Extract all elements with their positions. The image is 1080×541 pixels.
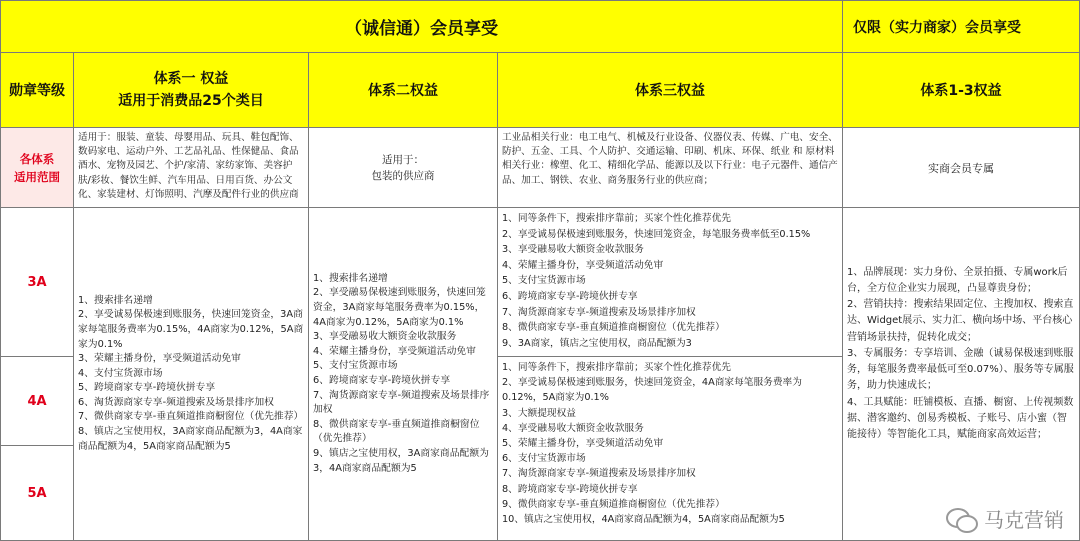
header-shili-text: 仅限（实力商家）会员享受 bbox=[853, 19, 1021, 36]
scope-label bbox=[0, 127, 74, 208]
watermark bbox=[946, 504, 1064, 533]
list-item: 6、支付宝货源市场 bbox=[502, 453, 586, 465]
col-sys3-text: 体系三权益 bbox=[635, 83, 705, 99]
level-3a-text: 3A bbox=[27, 274, 47, 290]
scope-sys3-text: 工业品相关行业：电工电气、机械及行业设备、仪器仪表、传媒、广电、安全、防护、五金、工具、个人防护、交通运输、印刷、机床、环保、纸业 和 原材料相关行业：橡塑、化工、精细化学品、能源以及以下行业：电子元器件、通信产品、加工、钢铁、农业、商务服务行业的供应商； bbox=[502, 132, 838, 186]
header-chengxintong bbox=[0, 0, 843, 53]
sys3-3a-benefit-list bbox=[502, 211, 838, 351]
scope-shili-text: 实商会员专属 bbox=[928, 161, 994, 175]
list-item: 7、淘货源商家专享-频道搜索及场景排序加权 bbox=[313, 389, 490, 416]
list-item: 9、3A商家，镇店之宝使用权，商品配额为3 bbox=[502, 337, 692, 349]
level-4a bbox=[0, 356, 74, 446]
scope-label-line2: 适用范围 bbox=[14, 169, 60, 184]
list-item: 3、专属服务：专享培训、金融（诚易保极速到账服务，每笔服务费率最低可至0.07%）、服务等专属服务，助力快速成长； bbox=[847, 347, 1074, 392]
list-item: 8、微供商家专享-垂直频道推商橱窗位（优先推荐） bbox=[313, 418, 480, 445]
list-item: 9、微供商家专享-垂直频道推商橱窗位（优先推荐） bbox=[502, 498, 725, 510]
sys2-benefit-list bbox=[313, 272, 493, 476]
col-sys123 bbox=[842, 52, 1080, 128]
list-item: 3、大额提现权益 bbox=[502, 407, 576, 419]
scope-sys2 bbox=[308, 127, 498, 208]
header-shili bbox=[842, 0, 1080, 53]
list-item: 4、荣耀主播身份，享受频道活动免审 bbox=[313, 345, 476, 357]
scope-sys2-line2: 包装的供应商 bbox=[371, 169, 435, 182]
list-item: 5、支付宝货源市场 bbox=[502, 275, 586, 287]
list-item: 9、镇店之宝使用权，3A商家商品配额为3，4A商家商品配额为5 bbox=[313, 447, 489, 474]
col-sys1 bbox=[73, 52, 309, 128]
col-sys2-text: 体系二权益 bbox=[368, 83, 438, 99]
list-item: 7、微供商家专享-垂直频道推商橱窗位（优先推荐） bbox=[78, 411, 304, 423]
list-item: 8、跨境商家专享-跨境伙拼专享 bbox=[502, 483, 638, 495]
col-level-text: 勋章等级 bbox=[9, 83, 65, 99]
list-item: 7、淘货源商家专享-频道搜索及场景排序加权 bbox=[502, 306, 696, 318]
list-item: 5、支付宝货源市场 bbox=[313, 360, 398, 372]
scope-sys1 bbox=[73, 127, 309, 208]
col-level bbox=[0, 52, 74, 128]
list-item: 8、微供商家专享-垂直频道推商橱窗位（优先推荐） bbox=[502, 322, 725, 334]
header-chengxintong-text: （诚信通）会员享受 bbox=[345, 19, 498, 39]
list-item: 2、营销扶持：搜索结果固定位、主搜加权、搜索直达、Widget展示、实力汇、横向场中场、平台核心营销场景扶持，促转化成交； bbox=[847, 299, 1074, 343]
list-item: 6、跨境商家专享-跨境伙拼专享 bbox=[313, 375, 451, 386]
sys3-45a-benefits bbox=[497, 356, 843, 541]
list-item: 10、镇店之宝使用权，4A商家商品配额为4，5A商家商品配额为5 bbox=[502, 514, 785, 526]
list-item: 6、淘货源商家专享-频道搜索及场景排序加权 bbox=[78, 396, 274, 408]
list-item: 8、镇店之宝使用权，3A商家商品配额为3，4A商家商品配额为4，5A商家商品配额为5 bbox=[78, 426, 303, 452]
list-item: 1、同等条件下，搜索排序靠前；买家个性化推荐优先 bbox=[502, 213, 731, 224]
list-item: 5、荣耀主播身份，享受频道活动免审 bbox=[502, 438, 664, 450]
level-5a-text: 5A bbox=[27, 485, 47, 501]
scope-shili bbox=[842, 127, 1080, 208]
list-item: 7、淘货源商家专享-频道搜索及场景排序加权 bbox=[502, 468, 696, 480]
level-5a bbox=[0, 445, 74, 541]
shili-benefits bbox=[842, 207, 1080, 541]
col-sys1-line2: 适用于消费品25个类目 bbox=[118, 93, 264, 109]
sys3-3a-benefits bbox=[497, 207, 843, 357]
level-4a-text: 4A bbox=[27, 393, 47, 409]
list-item: 2、享受融易保极速到账服务，快速回笼资金，3A商家每笔服务费率为0.15%，4A商家为0.12%，5A商家为0.1% bbox=[313, 287, 486, 328]
sys2-benefits bbox=[308, 207, 498, 541]
list-item: 1、品牌展现：实力身份、全景拍摄、专属work后台，全方位企业实力展现，凸显尊贵身份； bbox=[847, 266, 1068, 295]
list-item: 2、享受诚易保极速到账服务，快速回笼资金，4A商家每笔服务费率为0.12%，5A商家为0.1% bbox=[502, 377, 802, 404]
list-item: 3、享受融易收大额资金收款服务 bbox=[313, 331, 457, 343]
list-item: 4、荣耀主播身份，享受频道活动免审 bbox=[502, 259, 664, 271]
list-item: 4、享受融易收大额资金收款服务 bbox=[502, 422, 644, 434]
level-3a bbox=[0, 207, 74, 357]
watermark-text: 马克营销 bbox=[984, 508, 1064, 532]
list-item: 2、享受诚易保极速到账服务，快速回笼资金，每笔服务费率低至0.15% bbox=[502, 228, 811, 240]
sys3-45a-benefit-list bbox=[502, 360, 838, 527]
list-item: 1、搜索排名递增 bbox=[78, 294, 153, 306]
list-item: 6、跨境商家专享-跨境伙拼专享 bbox=[502, 290, 638, 302]
list-item: 2、享受诚易保极速到账服务，快速回笼资金，3A商家每笔服务费率为0.15%，4A商家为0.12%，5A商家为0.1% bbox=[78, 309, 304, 350]
list-item: 1、搜索排名递增 bbox=[313, 272, 388, 284]
shili-benefit-list bbox=[847, 265, 1075, 443]
col-sys1-line1: 体系一 权益 bbox=[153, 71, 229, 87]
list-item: 3、享受融易收大额资金收款服务 bbox=[502, 244, 644, 256]
scope-sys1-text: 适用于：服装、童装、母婴用品、玩具、鞋包配饰、数码家电、运动户外、工艺品礼品、性保健品、食品酒水、宠物及园艺、个护/家清、家纺家饰、美容护肤/彩妆、餐饮生鲜、汽车用品、日用百货、办公文化、家装建材、灯饰照明、汽摩及配件行业的供应商 bbox=[78, 132, 299, 200]
sys1-benefit-list bbox=[78, 294, 304, 455]
scope-sys3 bbox=[497, 127, 843, 208]
list-item: 4、支付宝货源市场 bbox=[78, 367, 163, 379]
col-sys2 bbox=[308, 52, 498, 128]
list-item: 4、工具赋能：旺铺模板、直播、橱窗、上传视频数据、潜客邀约、创易秀模板、子账号、店小蜜（智能接待）等智能化工具，赋能商家高效运营； bbox=[847, 396, 1074, 440]
col-sys3 bbox=[497, 52, 843, 128]
col-sys123-text: 体系1-3权益 bbox=[920, 83, 1002, 99]
sys1-benefits bbox=[73, 207, 309, 541]
list-item: 3、荣耀主播身份，享受频道活动免审 bbox=[78, 353, 241, 365]
wechat-icon bbox=[946, 506, 976, 532]
list-item: 1、同等条件下，搜索排序靠前；买家个性化推荐优先 bbox=[502, 362, 731, 373]
list-item: 5、跨境商家专享-跨境伙拼专享 bbox=[78, 382, 216, 394]
scope-sys2-line1: 适用于： bbox=[382, 153, 424, 166]
scope-label-line1: 各体系 bbox=[19, 151, 55, 166]
